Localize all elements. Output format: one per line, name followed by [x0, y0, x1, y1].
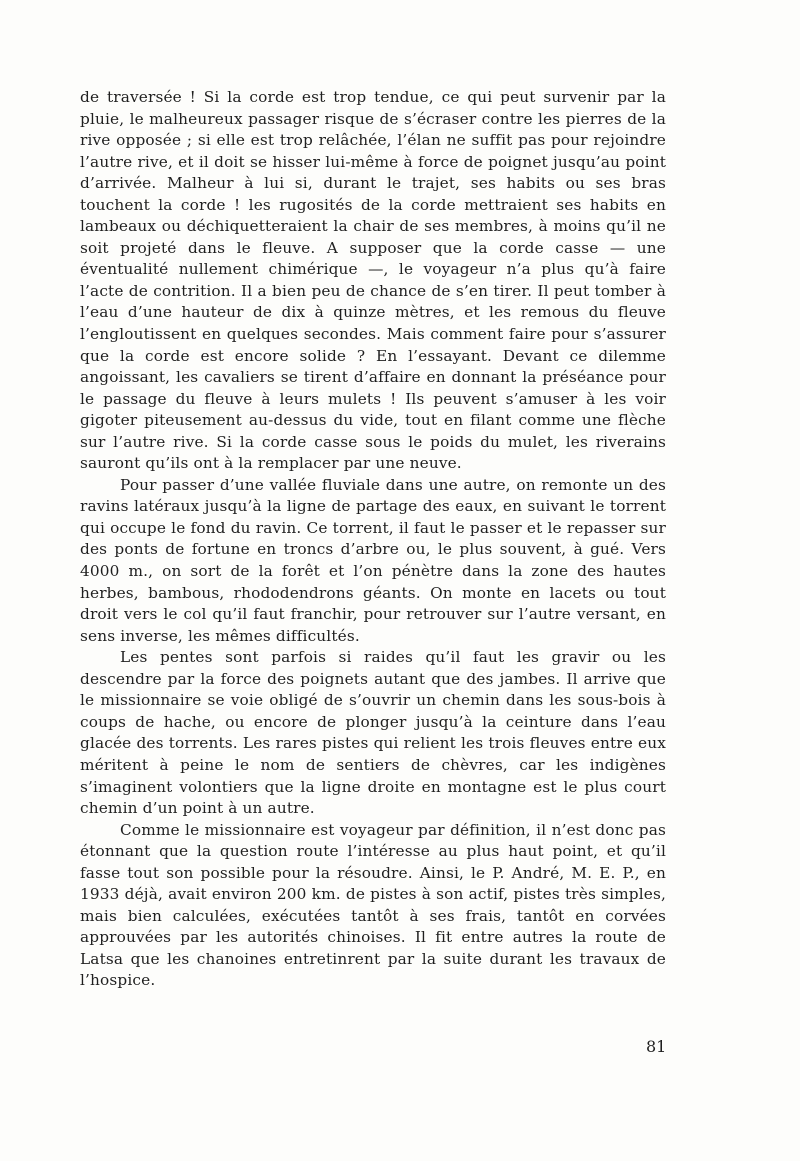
page-number: 81 — [646, 1037, 667, 1056]
paragraph-1: de traversée ! Si la corde est trop tendue, ce qui peut survenir par la pluie, le malheureux passager risque de s’écraser contre les pierres de la rive opposée ; si elle est trop relâchée, l’élan ne suffit pas pour rejoindre l’autre rive, et il doit se hisser lui-même à force de poignet jusqu’au point d’arrivée. Malheur à lui si, durant le trajet, ses habits ou ses bras touchent la corde ! les rugosités de la corde mettraient ses habits en lambeaux ou déchiquetteraient la chair de ses membres, à moins qu’il ne soit projeté dans le fleuve. A supposer que la corde casse — une éventualité nullement chimérique —, le voyageur n’a plus qu’à faire l’acte de contrition. Il a bien peu de chance de s’en tirer. Il peut tomber à l’eau d’une hauteur de dix à quinze mètres, et les remous du fleuve l’engloutissent en quelques secondes. Mais comment faire pour s’assurer que la corde est encore solide ? En l’essayant. Devant ce dilemme angoissant, les cavaliers se tirent d’affaire en donnant la préséance pour le passage du fleuve à leurs mulets ! Ils peuvent s’amuser à les voir gigoter piteusement au-dessus du vide, tout en filant comme une flèche sur l’autre rive. Si la corde casse sous le poids du mulet, les riverains sauront qu’ils ont à la remplacer par une neuve. — [80, 88, 666, 473]
body-text — [80, 87, 666, 992]
paragraph-4: Comme le missionnaire est voyageur par définition, il n’est donc pas étonnant que la question route l’intéresse au plus haut point, et qu’il fasse tout son possible pour la résoudre. Ainsi, le P. André, M. E. P., en 1933 déjà, avait environ 200 km. de pistes à son actif, pistes très simples, mais bien calculées, exécutées tantôt à ses frais, tantôt en corvées approuvées par les autorités chinoises. Il fit entre autres la route de Latsa que les chanoines entretinrent par la suite durant les travaux de l’hospice. — [80, 820, 666, 990]
paragraph-2: Pour passer d’une vallée fluviale dans une autre, on remonte un des ravins latéraux jusqu’à la ligne de partage des eaux, en suivant le torrent qui occupe le fond du ravin. Ce torrent, il faut le passer et le repasser sur des ponts de fortune en troncs d’arbre ou, le plus souvent, à gué. Vers 4000 m., on sort de la forêt et l’on pénètre dans la zone des hautes herbes, bambous, rhododendrons géants. On monte en lacets ou tout droit vers le col qu’il faut franchir, pour retrouver sur l’autre versant, en sens inverse, les mêmes difficultés. — [80, 475, 666, 645]
paragraph-3: Les pentes sont parfois si raides qu’il faut les gravir ou les descendre par la force des poignets autant que des jambes. Il arrive que le missionnaire se voie obligé de s’ouvrir un chemin dans les sous-bois à coups de hache, ou encore de plonger jusqu’à la ceinture dans l’eau glacée des torrents. Les rares pistes qui relient les trois fleuves entre eux méritent à peine le nom de sentiers de chèvres, car les indigènes s’imaginent volontiers que la ligne droite en montagne est le plus court chemin d’un point à un autre. — [80, 648, 666, 818]
